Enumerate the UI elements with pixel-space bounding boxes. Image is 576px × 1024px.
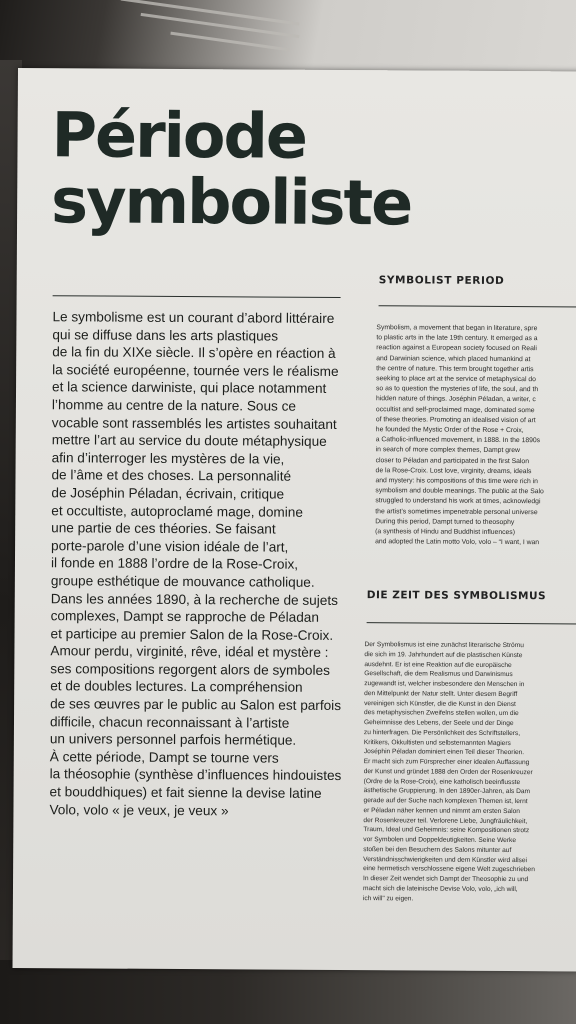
french-text-line: Volo, volo « je veux, je veux » (49, 801, 229, 818)
background-stripe (170, 32, 289, 52)
german-text-line: stoßen bei den Besuchern des Salons mitunter auf (363, 845, 512, 854)
english-text-line: During this period, Dampt turned to theosophy (375, 518, 515, 526)
french-text (49, 308, 348, 820)
english-text-line: of these theories. Promoting an idealised vision of art (375, 416, 536, 424)
english-text-line: symbolism and double meanings. The public at the Salo (375, 487, 544, 496)
english-text-line: and mystery: his compositions of this time were rich in (375, 477, 538, 486)
english-text-line: (a synthesis of Hindu and Buddhist influences) (375, 528, 515, 537)
english-text-line: to plastic arts in the late 19th century. It emerged as a (376, 334, 538, 343)
german-text-line: gerade auf der Suche nach komplexen Themen ist, lernt (363, 797, 528, 806)
german-text-line: Kritikers, Okkultisten und selbsternannten Magiers (363, 738, 511, 747)
english-text-line: occultist and self-proclaimed mage, dominated some (375, 405, 535, 414)
german-text-line: vereinigen sich Künstler, die die Kunst in den Dienst (364, 699, 516, 708)
german-text-line: (Ordre de la Rose-Croix), eine katholisch beeinflusste (363, 777, 521, 786)
english-text-line: struggled to understand his work at times, acknowledgi (375, 497, 541, 506)
german-text-line: der Kunst und gründet 1888 den Orden der Rosenkreuzer (363, 767, 533, 776)
french-text-line: un univers personnel parfois hermétique. (49, 731, 297, 748)
german-text-line: Er macht sich zum Fürsprecher einer idealen Auffassung (363, 758, 530, 767)
english-text-line: closer to Péladan and participated in the first Salon (375, 456, 530, 465)
french-divider (53, 295, 341, 298)
english-heading: SYMBOLIST PERIOD (378, 274, 505, 287)
french-text-line: qui se diffuse dans les arts plastiques (52, 326, 279, 344)
background-stripe (141, 13, 300, 38)
exhibition-panel (13, 68, 576, 971)
english-text-line: de la Rose-Croix. Lost love, virginity, dreams, ideals (375, 467, 532, 475)
french-text-line: complexes, Dampt se rapproche de Péladan (50, 608, 319, 625)
english-divider (379, 305, 576, 307)
french-text-line: et occultiste, autoproclamé mage, domine (51, 502, 303, 520)
french-text-line: et de doubles lectures. La compréhension (50, 678, 303, 696)
german-divider (367, 622, 576, 624)
german-text-line: Verständnisschwierigkeiten und dem Künstler wird allsei (363, 855, 528, 864)
french-text-line: il fonde en 1888 l’ordre de la Rose-Croix, (50, 555, 299, 573)
english-text (375, 323, 576, 549)
german-text-line: ausdehnt. Er ist eine Reaktion auf die europäische (364, 660, 512, 669)
german-text-line: Traum, Ideal und Geheimnis: seine Kompositionen strotz (363, 826, 530, 835)
german-text-line: ästhetische Gruppierung. In den 1890er-Jahren, als Dam (363, 787, 531, 796)
english-text-line: hidden nature of things. Joséphin Péladan, a writer, c (375, 395, 536, 404)
german-text-line: die sich im 19. Jahrhundert auf die plastischen Künste (364, 650, 523, 659)
french-text-line: de Joséphin Péladan, écrivain, critique (51, 485, 285, 502)
french-text-line: ses compositions regorgent alors de symboles (50, 661, 330, 678)
english-text-line: so as to question the mysteries of life, the soul, and th (376, 385, 539, 394)
french-text-line: difficile, chacun reconnaissant à l’artiste (49, 713, 290, 731)
french-text-line: et participe au premier Salon de la Rose-Croix. (50, 625, 334, 643)
german-text-line: Geheimnisse des Lebens, der Seele und der Dinge (363, 719, 514, 728)
german-text-line: Der Symbolismus ist eine zunächst literarische Strömu (364, 641, 524, 650)
german-text-line: zu hinterfragen. Die Persönlichkeit des Schriftstellers, (363, 728, 521, 737)
english-text-line: seeking to place art at the service of metaphysical do (376, 375, 536, 384)
german-text-line: macht sich die lateinische Devise Volo, volo, „ich will, (362, 884, 518, 893)
german-text-line: eine hermetisch verschlossene eigene Welt zugeschrieben (363, 865, 535, 874)
french-text-line: et bouddhiques) et fait sienne la devise latine (49, 784, 322, 801)
german-text-line: Joséphin Péladan dominiert einen Teil dieser Theorien. (363, 748, 525, 757)
german-text-line: zugewandt ist, welcher insbesondere den Menschen in (364, 680, 525, 689)
panel-title (50, 98, 412, 240)
title-line-2: symboliste (50, 164, 412, 240)
french-text-line: Amour perdu, virginité, rêve, idéal et mystère : (50, 643, 329, 661)
english-text-line: in search of more complex themes, Dampt grew (375, 446, 521, 455)
german-text-line: der Rosenkreuzer teil. Verlorene Liebe, Jungfräulichkeit, (363, 816, 528, 825)
german-heading: DIE ZEIT DES SYMBOLISMUS (366, 589, 547, 603)
english-text-line: a Catholic-influenced movement, in 1888. In the 1890s (375, 436, 541, 445)
german-text-line: Gesellschaft, die dem Realismus und Darwinismus (364, 670, 513, 679)
french-text-line: une partie de ces théories. Se faisant (51, 520, 276, 537)
french-text-line: Le symbolisme est un courant d’abord littéraire (52, 309, 335, 326)
english-text-line: and Darwinian science, which placed humankind at (376, 354, 531, 363)
french-text-line: vocable sont rassemblés les artistes souhaitant (51, 414, 337, 432)
german-text-line: ich will" zu eigen. (362, 894, 414, 902)
french-text-line: porte-parole d’une vision idéale de l’art, (51, 537, 289, 555)
french-text-line: de la fin du XIXe siècle. Il s’opère en réaction à (52, 344, 336, 362)
german-text (363, 640, 576, 905)
english-text-line: he founded the Mystic Order of the Rose + Croix, (375, 426, 524, 435)
english-text-line: the artist’s sometimes impenetrable personal universe (375, 507, 538, 516)
french-text-line: la société européenne, tournée vers le réalisme (52, 361, 339, 379)
german-text-line: er Péladan näher kennen und nimmt am ersten Salon (363, 806, 521, 815)
french-text-line: l’homme au centre de la nature. Sous ce (51, 397, 297, 414)
french-text-line: mettre l’art au service du doute métaphysique (51, 432, 327, 450)
french-text-line: À cette période, Dampt se tourne vers (49, 749, 279, 766)
english-text-line: and adopted the Latin motto Volo, volo – “I want, I wan (375, 538, 540, 547)
german-text-line: In dieser Zeit wendet sich Dampt der Theosophie zu und (363, 875, 529, 884)
french-text-line: afin d’interroger les mystères de la vie, (51, 449, 285, 467)
english-text-line: reaction against a European society focused on Reali (376, 344, 537, 353)
french-text-line: de ses œuvres par le public au Salon est parfois (50, 696, 342, 714)
french-text-line: la théosophie (synthèse d’influences hindouistes (49, 766, 342, 784)
french-text-line: Dans les années 1890, à la recherche de sujets (50, 590, 338, 608)
german-text-line: vor Symbolen und Doppeldeutigkeiten. Seine Werke (363, 836, 517, 845)
title-line-1: Période (51, 98, 307, 173)
german-text-line: den Mittelpunkt der Natur stellt. Unter diesem Begriff (364, 689, 518, 698)
french-text-line: groupe esthétique de mouvance catholique. (50, 573, 315, 590)
english-text-line: Symbolism, a movement that began in literature, spre (376, 324, 538, 333)
german-text-line: des metaphysischen Zweifelns stellen wollen, um die (364, 709, 519, 718)
french-text-line: et la science darwiniste, qui place notamment (52, 379, 327, 397)
english-text-line: the centre of nature. This term brought together artis (376, 365, 534, 373)
french-text-line: de l’âme et des choses. La personnalité (51, 467, 292, 485)
